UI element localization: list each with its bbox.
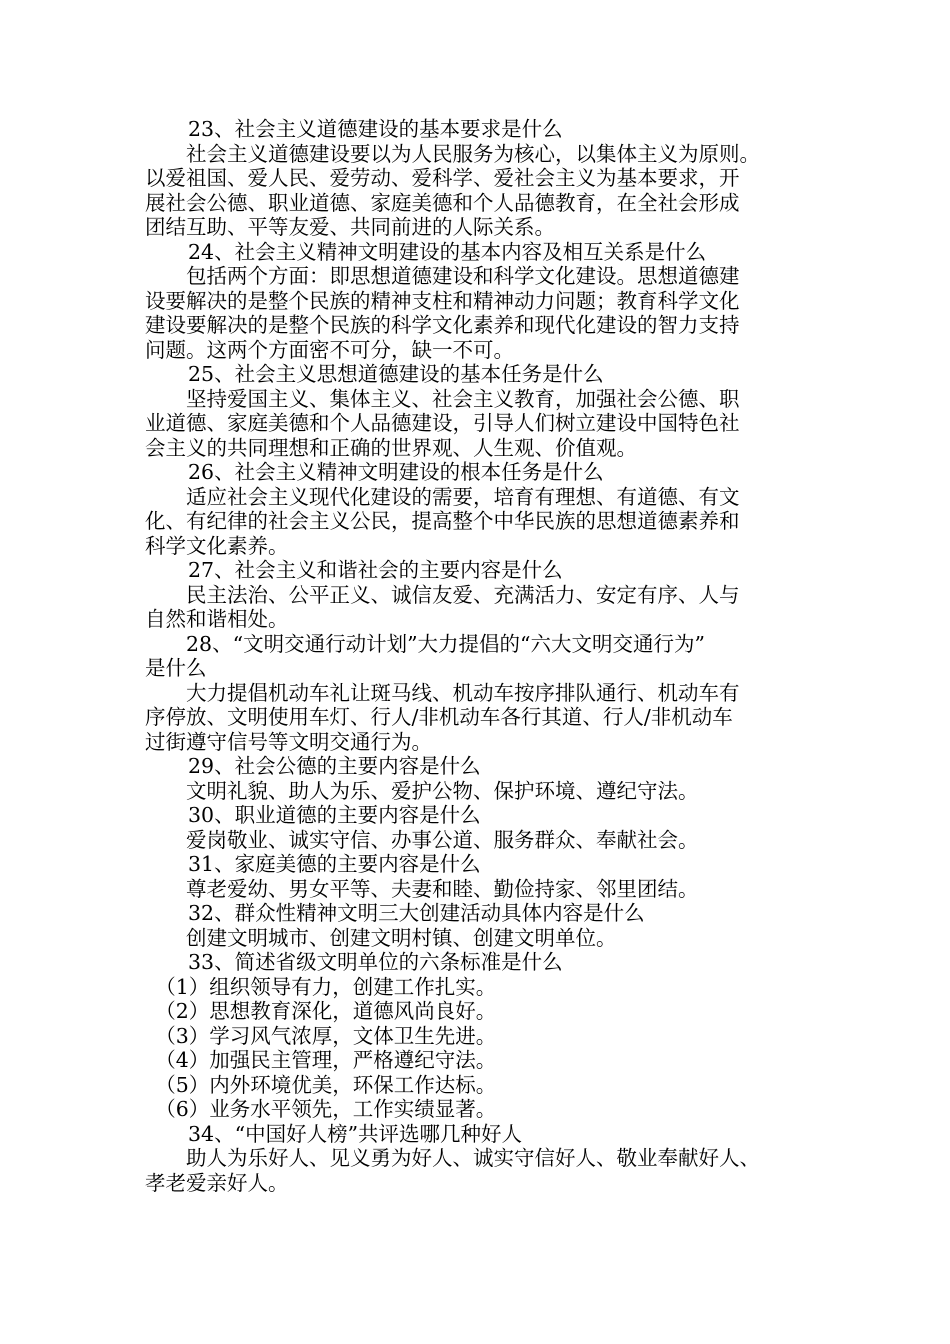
answer-24 bbox=[145, 264, 815, 362]
answer-line: 展社会公德、职业道德、家庭美德和个人品德教育，在全社会形成 bbox=[145, 190, 740, 215]
answer-23 bbox=[145, 142, 815, 240]
question-24: 24、社会主义精神文明建设的基本内容及相互关系是什么 bbox=[188, 239, 707, 264]
question-26: 26、社会主义精神文明建设的根本任务是什么 bbox=[188, 460, 604, 484]
answer-30 bbox=[145, 828, 815, 853]
question-line: 28、“文明交通行动计划”大力提倡的“六大文明交通行为” bbox=[145, 631, 706, 656]
answer-line: 创建文明城市、创建文明村镇、创建文明单位。 bbox=[145, 925, 617, 950]
question-23: 23、社会主义道德建设的基本要求是什么 bbox=[188, 117, 563, 141]
answer-line: 问题。这两个方面密不可分，缺一不可。 bbox=[145, 337, 514, 362]
answer-line: 社会主义道德建设要以为人民服务为核心，以集体主义为原则。 bbox=[145, 141, 760, 166]
question-28 bbox=[145, 632, 815, 681]
question-33: 33、简述省级文明单位的六条标准是什么 bbox=[188, 950, 563, 974]
question-27: 27、社会主义和谐社会的主要内容是什么 bbox=[188, 558, 563, 582]
list-item: （2）思想教育深化，道德风尚良好。 bbox=[145, 999, 497, 1023]
answer-27 bbox=[145, 583, 815, 632]
answer-31 bbox=[145, 877, 815, 902]
list-item: （3）学习风气浓厚，文体卫生先进。 bbox=[145, 1023, 497, 1048]
answer-25 bbox=[145, 387, 815, 461]
answer-26 bbox=[145, 485, 815, 559]
answer-line: 自然和谐相处。 bbox=[145, 607, 289, 631]
answer-line: 序停放、文明使用车灯、行人/非机动车各行其道、行人/非机动车 bbox=[145, 705, 733, 729]
list-item: （4）加强民主管理，严格遵纪守法。 bbox=[145, 1048, 497, 1072]
answer-line: 文明礼貌、助人为乐、爱护公物、保护环境、遵纪守法。 bbox=[145, 778, 699, 803]
answer-line: 尊老爱幼、男女平等、夫妻和睦、勤俭持家、邻里团结。 bbox=[145, 876, 699, 901]
list-item: （5）内外环境优美，环保工作达标。 bbox=[145, 1072, 497, 1097]
question-32: 32、群众性精神文明三大创建活动具体内容是什么 bbox=[188, 901, 645, 925]
answer-line: 设要解决的是整个民族的精神支柱和精神动力问题；教育科学文化 bbox=[145, 288, 740, 313]
answer-line: 建设要解决的是整个民族的科学文化素养和现代化建设的智力支持 bbox=[145, 313, 740, 337]
answer-34 bbox=[145, 1146, 815, 1195]
answer-line: 化、有纪律的社会主义公民，提高整个中华民族的思想道德素养和 bbox=[145, 509, 740, 533]
answer-33 bbox=[145, 975, 815, 1122]
answer-line: 适应社会主义现代化建设的需要，培育有理想、有道德、有文 bbox=[145, 484, 740, 509]
answer-line: 包括两个方面：即思想道德建设和科学文化建设。思想道德建 bbox=[145, 264, 740, 288]
question-25: 25、社会主义思想道德建设的基本任务是什么 bbox=[188, 362, 604, 386]
answer-28 bbox=[145, 681, 815, 755]
answer-line: 坚持爱国主义、集体主义、社会主义教育，加强社会公德、职 bbox=[145, 386, 740, 411]
answer-29 bbox=[145, 779, 815, 804]
answer-line: 团结互助、平等友爱、共同前进的人际关系。 bbox=[145, 215, 555, 239]
answer-line: 过街遵守信号等文明交通行为。 bbox=[145, 729, 432, 754]
answer-line: 科学文化素养。 bbox=[145, 533, 289, 558]
question-line: 是什么 bbox=[145, 656, 207, 680]
question-29: 29、社会公德的主要内容是什么 bbox=[188, 754, 481, 778]
document-page bbox=[145, 117, 815, 1195]
question-30: 30、职业道德的主要内容是什么 bbox=[188, 803, 481, 827]
answer-line: 大力提倡机动车礼让斑马线、机动车按序排队通行、机动车有 bbox=[145, 680, 740, 705]
list-item: （1）组织领导有力，创建工作扎实。 bbox=[145, 974, 497, 999]
answer-line: 助人为乐好人、见义勇为好人、诚实守信好人、敬业奉献好人、 bbox=[145, 1146, 760, 1170]
answer-32 bbox=[145, 926, 815, 951]
question-34: 34、“中国好人榜”共评选哪几种好人 bbox=[188, 1121, 523, 1146]
answer-line: 爱岗敬业、诚实守信、办事公道、服务群众、奉献社会。 bbox=[145, 827, 699, 852]
answer-line: 民主法治、公平正义、诚信友爱、充满活力、安定有序、人与 bbox=[145, 582, 740, 607]
answer-line: 会主义的共同理想和正确的世界观、人生观、价值观。 bbox=[145, 435, 637, 460]
answer-line: 以爱祖国、爱人民、爱劳动、爱科学、爱社会主义为基本要求，开 bbox=[145, 166, 740, 190]
list-item: （6）业务水平领先，工作实绩显著。 bbox=[145, 1097, 497, 1121]
answer-line: 业道德、家庭美德和个人品德建设，引导人们树立建设中国特色社 bbox=[145, 411, 740, 435]
answer-line: 孝老爱亲好人。 bbox=[145, 1170, 289, 1195]
question-31: 31、家庭美德的主要内容是什么 bbox=[188, 852, 481, 876]
